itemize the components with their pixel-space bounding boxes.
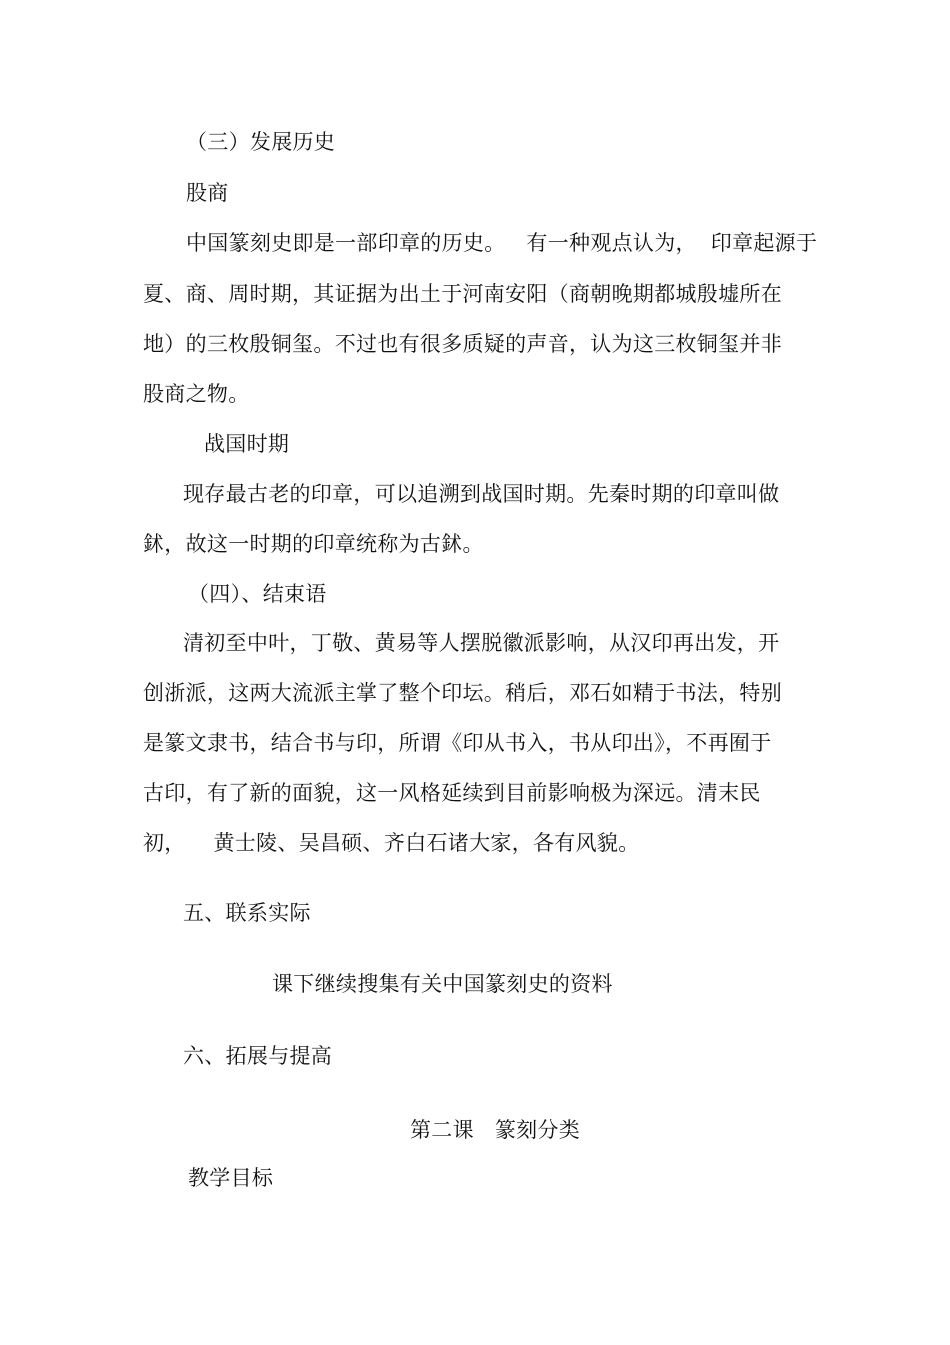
paragraph-line: 夏、商、周时期，其证据为出土于河南安阳（商朝晚期都城殷墟所在 xyxy=(143,282,782,306)
paragraph-line: 股商之物。 xyxy=(143,382,250,406)
paragraph-line: 鉥，故这一时期的印章统称为古鉥。 xyxy=(143,532,484,556)
practice-text: 课下继续搜集有关中国篆刻史的资料 xyxy=(272,972,613,996)
paragraph-line: 中国篆刻史即是一部印章的历史。 有一种观点认为， 印章起源于 xyxy=(186,231,818,255)
teaching-goals-heading: 教学目标 xyxy=(188,1166,274,1190)
section-heading-practice: 五、联系实际 xyxy=(183,901,311,925)
paragraph-line: 是篆文隶书，结合书与印，所谓《印从书入，书从印出》，不再囿于 xyxy=(143,731,772,755)
section-heading-conclusion: （四）、结束语 xyxy=(188,582,327,606)
paragraph-line: 创浙派，这两大流派主掌了整个印坛。稍后，邓石如精于书法，特别 xyxy=(143,681,782,705)
paragraph-line: 古印，有了新的面貌，这一风格延续到目前影响极为深远。清末民 xyxy=(143,781,761,805)
section-heading-extension: 六、拓展与提高 xyxy=(183,1044,333,1068)
section-heading-history: （三）发展历史 xyxy=(186,130,336,154)
subheading-yinshang: 股商 xyxy=(186,181,229,205)
lesson-title: 第二课 篆刻分类 xyxy=(410,1118,581,1142)
paragraph-line: 现存最古老的印章，可以追溯到战国时期。先秦时期的印章叫做 xyxy=(183,482,780,506)
paragraph-line: 地）的三枚殷铜玺。不过也有很多质疑的声音，认为这三枚铜玺并非 xyxy=(143,332,782,356)
subheading-warring-states: 战国时期 xyxy=(204,432,290,456)
paragraph-line: 清初至中叶，丁敬、黄易等人摆脱徽派影响，从汉印再出发，开 xyxy=(183,631,780,655)
paragraph-line: 初， 黄士陵、吴昌硕、齐白石诸大家，各有风貌。 xyxy=(143,831,640,855)
